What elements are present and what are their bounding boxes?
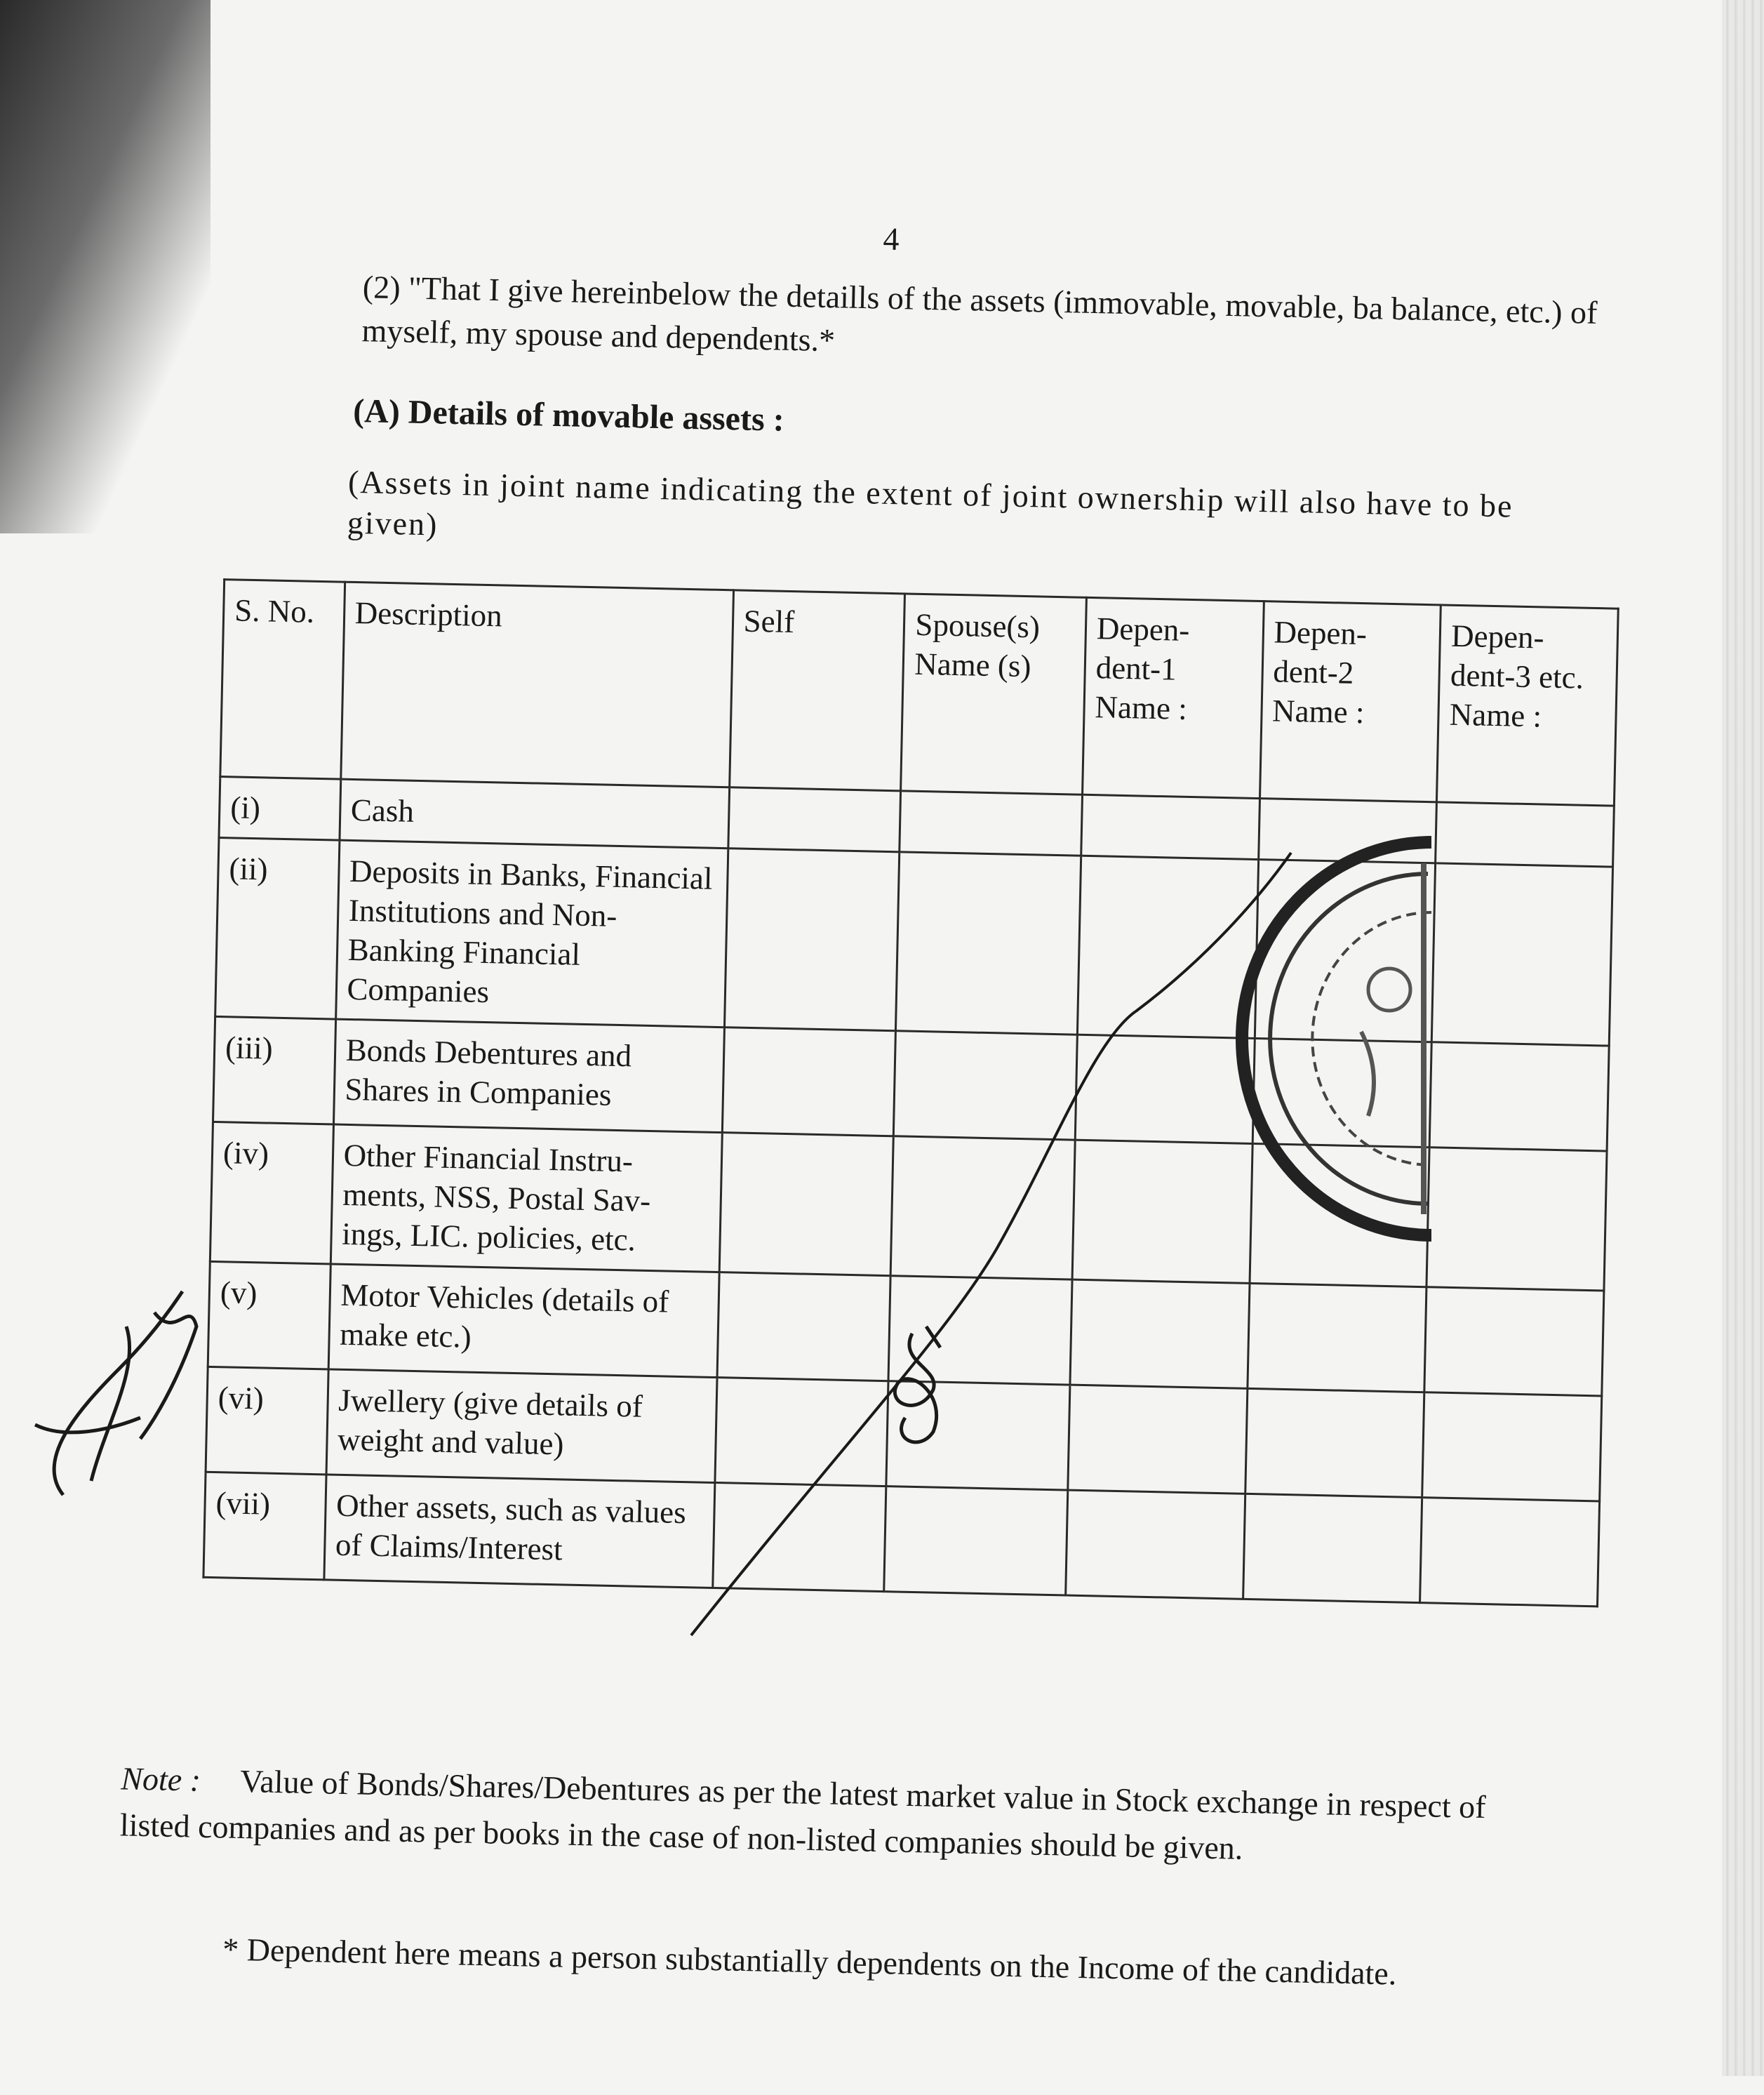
section-heading: (A) Details of movable assets : (352, 392, 785, 439)
row-description: Bonds Debentures and Shares in Companies (333, 1019, 724, 1133)
row-description: Cash (340, 779, 730, 849)
row-sno: (iii) (213, 1016, 336, 1124)
stacked-pages-edge (1722, 0, 1764, 2076)
cell-self (714, 1378, 888, 1487)
cell-spouse (884, 1487, 1068, 1595)
cell-dependent-2 (1247, 1283, 1426, 1392)
cell-dependent-1 (1070, 1279, 1250, 1388)
row-sno: (i) (219, 777, 340, 841)
cell-dependent-2 (1245, 1388, 1424, 1497)
note-block (119, 1755, 1524, 1877)
cell-spouse (896, 852, 1081, 1035)
note-label: Note : (120, 1760, 201, 1798)
joint-ownership-note: (Assets in joint name indicating the extent of joint ownership will also have to be given) (347, 463, 1514, 543)
note-text: Value of Bonds/Shares/Debentures as per the latest market value in Stock exchange in respect of listed companies and as per books in the case of non-listed companies should be given. (119, 1762, 1487, 1866)
page-number: 4 (883, 220, 900, 258)
row-description: Jwellery (give details of weight and value) (326, 1369, 717, 1483)
cell-dependent-3 (1424, 1287, 1604, 1396)
row-sno: (vii) (203, 1472, 326, 1580)
header-spouse: Spouse(s) Name (s) (901, 594, 1086, 794)
cell-self (712, 1483, 886, 1592)
cell-spouse (891, 1136, 1076, 1279)
row-description: Deposits in Banks, Financial Institutions and Non-Banking Financial Companies (335, 840, 728, 1027)
cell-self (728, 787, 901, 852)
notary-stamp (1151, 821, 1481, 1256)
cell-dependent-2 (1243, 1494, 1422, 1602)
header-dependent-2: Depen- dent-2 Name : (1259, 601, 1441, 802)
cell-dependent-1 (1066, 1490, 1245, 1599)
cell-dependent-3 (1422, 1392, 1602, 1501)
row-sno: (v) (208, 1261, 330, 1369)
header-dependent-1: Depen- dent-1 Name : (1082, 597, 1264, 798)
cell-self (724, 849, 900, 1031)
signature-middle (870, 1319, 975, 1460)
row-sno: (iv) (210, 1122, 333, 1264)
cell-spouse (900, 791, 1082, 856)
cell-self (722, 1027, 896, 1136)
row-sno: (vi) (206, 1366, 328, 1475)
row-description: Other Financial Instru- ments, NSS, Postal Sav- ings, LIC. policies, etc. (330, 1124, 722, 1272)
header-self: Self (729, 590, 905, 791)
header-sno: S. No. (220, 580, 345, 780)
cell-dependent-1 (1068, 1385, 1248, 1494)
cell-self (717, 1272, 891, 1381)
cell-self (719, 1133, 894, 1276)
cell-spouse (894, 1031, 1078, 1140)
row-sno: (ii) (215, 838, 340, 1020)
signature-left (21, 1284, 218, 1516)
row-description: Motor Vehicles (details of make etc.) (328, 1264, 719, 1378)
table-header-row (220, 580, 1618, 806)
header-dependent-3: Depen- dent-3 etc. Name : (1437, 605, 1619, 806)
header-description: Description (340, 582, 733, 787)
intro-paragraph: (2) "That I give hereinbelow the detaills of the assets (immovable, movable, ba balance, etc.) of myself, my spouse and dependents.* (361, 269, 1598, 359)
row-description: Other assets, such as values of Claims/Interest (323, 1475, 714, 1588)
dependent-footnote: * Dependent here means a person substantially dependents on the Income of the candidate. (222, 1931, 1397, 1992)
cell-dependent-3 (1420, 1498, 1600, 1607)
